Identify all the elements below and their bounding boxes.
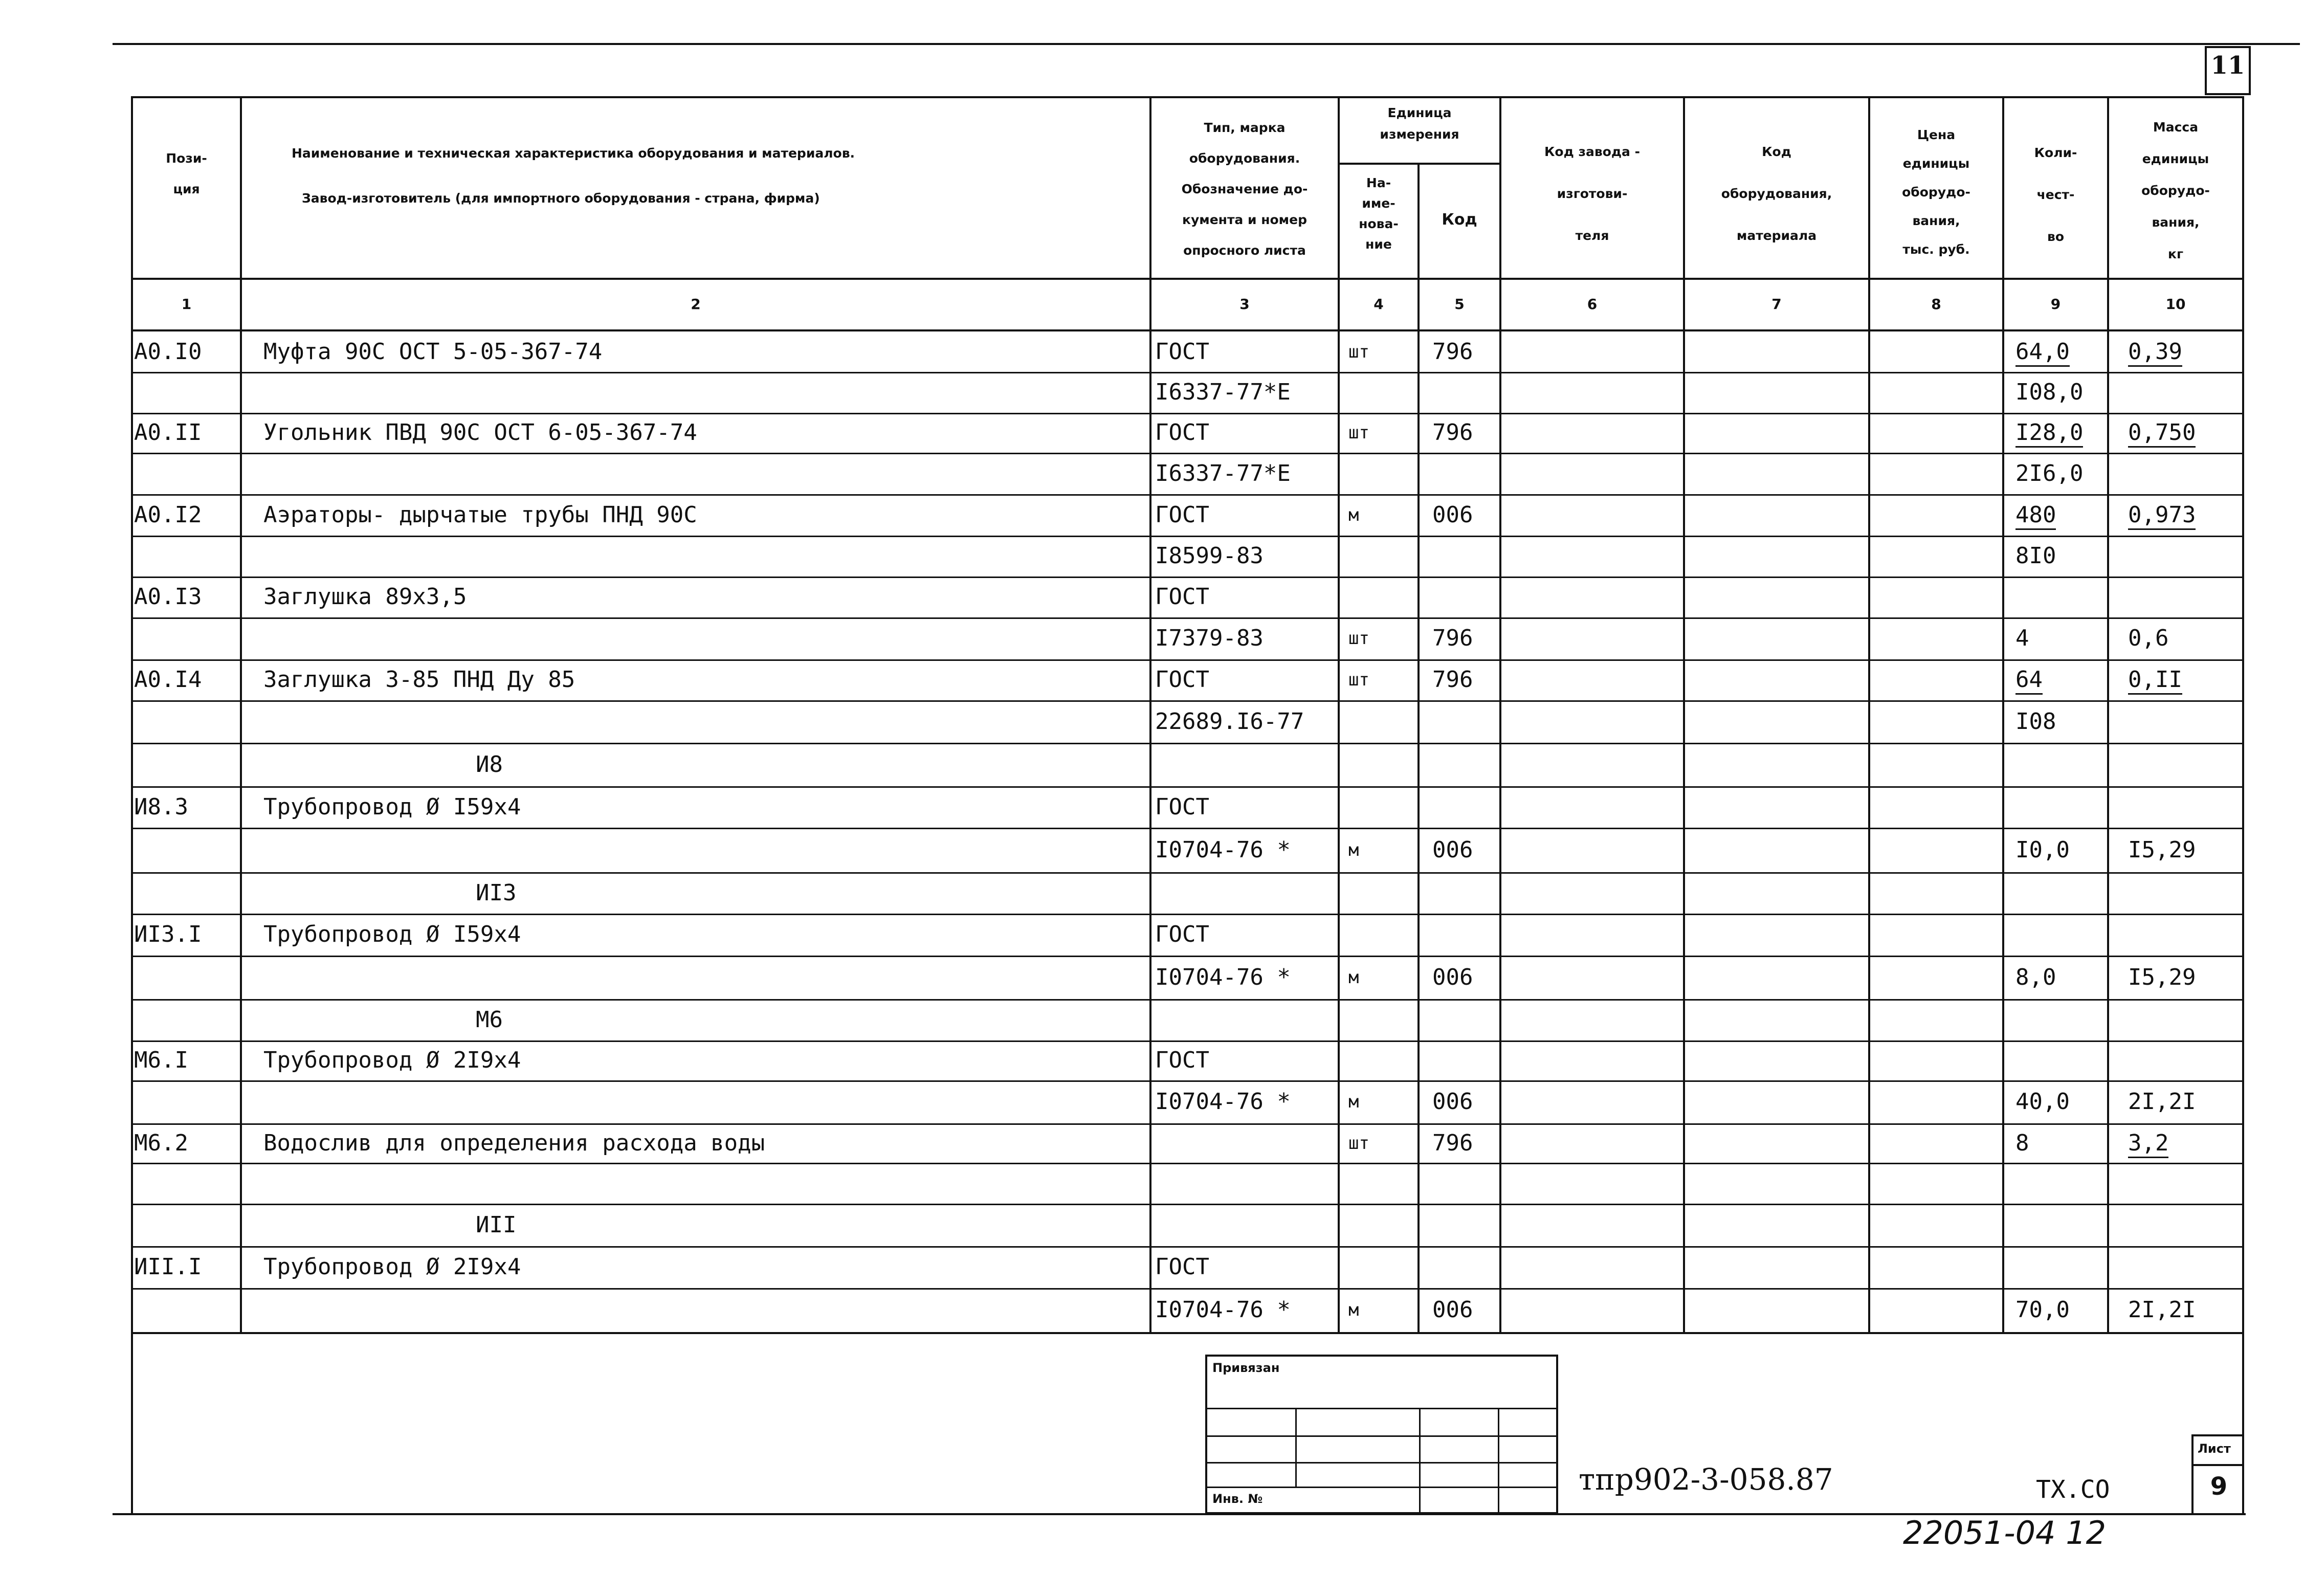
colnum-9: 9 [2050,296,2061,313]
row-qty: I08,0 [2015,379,2084,405]
row-type: I0704-76 * [1155,1089,1291,1115]
row-type: I7379-83 [1155,625,1264,651]
header-bottom-line [131,278,2244,280]
header-plant-code: Код завода - изготови- теля [1544,144,1641,243]
row-name: Трубопровод Ø I59х4 [263,794,521,820]
row-name: И8 [476,751,503,778]
header-top-line [131,96,2244,98]
row-separator [131,872,2244,874]
row-type: I8599-83 [1155,543,1264,569]
sheet-mark: ТХ.СО [2036,1475,2110,1504]
colnum-3: 3 [1239,296,1250,313]
sheet-box-divider [2191,1464,2244,1466]
bound-stamp-box [1205,1355,1558,1514]
row-qty: I28,0 [2015,420,2083,448]
row-qty: 8I0 [2015,543,2056,569]
row-qty: I08 [2015,708,2056,735]
row-qty: 64 [2015,668,2043,695]
row-pos: ИII.I [134,1254,202,1280]
row-pos: М6.I [134,1047,188,1073]
row-pos: ИI3.I [134,921,202,947]
header-unit-mass: Масса единицы оборудо- вания, кг [2141,120,2210,261]
row-separator [131,786,2244,788]
col-line-9 [2107,96,2109,1333]
header-unit-code: Код [1442,211,1477,229]
row-type: ГОСТ [1155,921,1209,947]
row-name: Трубопровод Ø 2I9х4 [263,1047,521,1073]
inv-number-label: Инв. № [1212,1492,1263,1506]
col-line-5 [1499,96,1501,1333]
row-unit: м [1348,840,1359,860]
col-line-7 [1868,96,1870,1333]
row-mass: 0,973 [2128,503,2196,530]
row-separator [131,1080,2244,1082]
row-type: I0704-76 * [1155,964,1291,990]
row-name: Трубопровод Ø I59х4 [263,921,521,947]
row-type: I0704-76 * [1155,1297,1291,1323]
row-qty: 40,0 [2015,1089,2070,1115]
row-mass: 0,750 [2128,420,2196,448]
stamp-line-2 [1205,1435,1558,1437]
colnum-bottom-line [131,329,2244,331]
colnum-1: 1 [181,296,192,313]
col-line-4 [1417,163,1420,1333]
row-separator [131,453,2244,454]
row-type: I6337-77*Е [1155,460,1291,486]
row-pos: И8.3 [134,794,188,820]
row-code: 006 [1432,1297,1473,1323]
row-pos: М6.2 [134,1130,188,1156]
row-mass: I5,29 [2128,964,2196,990]
row-separator [131,956,2244,957]
row-type: ГОСТ [1155,1047,1209,1073]
corner-page-number: 11 [2210,51,2245,80]
row-separator [131,372,2244,373]
sheet-number: 9 [2210,1472,2228,1501]
col-line-8 [2002,96,2004,1333]
row-code: 796 [1432,1130,1473,1156]
row-separator [131,536,2244,537]
colnum-7: 7 [1771,296,1782,313]
body-bottom-line [131,1332,2244,1334]
row-code: 006 [1432,964,1473,990]
row-name: Муфта 90С ОСТ 5-05-367-74 [263,339,603,365]
row-code: 796 [1432,339,1473,365]
row-code: 006 [1432,502,1473,528]
row-unit: м [1348,505,1359,525]
row-qty: 2I6,0 [2015,460,2084,486]
row-separator [131,828,2244,829]
row-pos: А0.II [134,419,202,446]
row-separator [131,1163,2244,1164]
row-name: Водослив для определения расхода воды [263,1130,765,1156]
row-type: 22689.I6-77 [1155,708,1304,735]
header-unit-group: Единица измерения [1380,105,1459,142]
row-code: 006 [1432,837,1473,863]
row-code: 796 [1432,667,1473,693]
row-type: ГОСТ [1155,502,1209,528]
row-unit: м [1348,967,1359,988]
colnum-5: 5 [1454,296,1465,313]
top-border-line [113,43,2300,45]
row-code: 796 [1432,419,1473,446]
header-type: Тип, марка оборудования. Обозначение до- кумента и номер опросного листа [1181,120,1308,258]
row-pos: А0.I0 [134,339,202,365]
stamp-line-3 [1205,1462,1558,1464]
row-mass: 2I,2I [2128,1297,2196,1323]
row-type: ГОСТ [1155,1254,1209,1280]
row-qty: 8,0 [2015,964,2056,990]
colnum-2: 2 [691,296,701,313]
row-type: ГОСТ [1155,794,1209,820]
row-qty: 64,0 [2015,340,2070,367]
row-qty: 70,0 [2015,1297,2070,1323]
stamp-line-4 [1205,1487,1558,1488]
row-name: ИI3 [476,880,517,906]
row-qty: 4 [2015,625,2029,651]
row-unit: шт [1348,342,1369,362]
header-equipment-code: Код оборудования, материала [1721,144,1832,243]
header-name-line2: Завод-изготовитель (для импортного оборудования - страна, фирма) [302,191,820,206]
stamp-vline-2 [1419,1408,1421,1514]
col-line-3 [1338,96,1340,1333]
row-unit: шт [1348,1133,1369,1154]
row-mass: 0,II [2128,668,2182,695]
row-separator [131,1040,2244,1042]
row-name: ИII [476,1212,517,1238]
row-name: Заглушка 3-85 ПНД Ду 85 [263,667,575,693]
row-code: 796 [1432,625,1473,651]
header-name-line1: Наименование и техническая характеристика оборудования и материалов. [292,146,855,161]
colnum-8: 8 [1931,296,1941,313]
col-line-1 [240,96,242,1333]
row-pos: А0.I4 [134,667,202,693]
document-code: тпр902-3-058.87 [1579,1462,1833,1497]
row-name: М6 [476,1007,503,1033]
row-qty: I0,0 [2015,837,2070,863]
row-separator [131,743,2244,744]
row-unit: м [1348,1092,1359,1112]
row-qty: 8 [2015,1130,2029,1156]
footer-handwritten-number: 22051-04 12 [1903,1514,2107,1551]
row-separator [131,577,2244,578]
row-separator [131,1123,2244,1125]
row-name: Аэраторы- дырчатые трубы ПНД 90С [263,502,697,528]
row-type: ГОСТ [1155,584,1209,610]
row-mass: 0,6 [2128,625,2169,651]
row-type: ГОСТ [1155,339,1209,365]
row-type: I6337-77*Е [1155,379,1291,405]
bound-stamp-label: Привязан [1212,1361,1280,1375]
header-quantity: Коли- чест- во [2034,145,2077,244]
row-separator [131,1246,2244,1248]
row-separator [131,1288,2244,1290]
row-mass: 0,39 [2128,340,2182,367]
row-separator [131,1204,2244,1205]
row-unit: шт [1348,628,1369,649]
row-separator [131,413,2244,414]
row-separator [131,700,2244,702]
header-position: Пози- ция [166,151,207,196]
row-pos: А0.I3 [134,584,202,610]
stamp-line-1 [1205,1408,1558,1409]
colnum-6: 6 [1587,296,1598,313]
row-type: ГОСТ [1155,667,1209,693]
row-qty: 480 [2015,503,2056,530]
row-separator [131,914,2244,915]
row-code: 006 [1432,1089,1473,1115]
header-unit-price: Цена единицы оборудо- вания, тыс. руб. [1902,127,1970,257]
row-pos: А0.I2 [134,502,202,528]
row-mass: 2I,2I [2128,1089,2196,1115]
sheet-label: Лист [2198,1442,2231,1456]
row-type: I0704-76 * [1155,837,1291,863]
row-separator [131,659,2244,661]
row-type: ГОСТ [1155,419,1209,446]
row-separator [131,494,2244,496]
row-unit: шт [1348,423,1369,443]
row-mass: 3,2 [2128,1131,2168,1158]
row-unit: м [1348,1300,1359,1320]
colnum-10: 10 [2165,296,2186,313]
row-unit: шт [1348,670,1369,690]
row-separator [131,999,2244,1001]
row-mass: I5,29 [2128,837,2196,863]
row-name: Заглушка 89х3,5 [263,584,467,610]
col-line-6 [1683,96,1685,1333]
stamp-vline-1 [1295,1408,1297,1487]
table-right-border [2242,96,2244,1514]
row-name: Угольник ПВД 90С ОСТ 6-05-367-74 [263,419,697,446]
row-name: Трубопровод Ø 2I9х4 [263,1254,521,1280]
col-line-2 [1149,96,1151,1333]
row-separator [131,617,2244,619]
colnum-4: 4 [1373,296,1384,313]
header-unit-name: На- име- нова- ние [1359,175,1399,252]
stamp-vline-3 [1498,1408,1499,1514]
